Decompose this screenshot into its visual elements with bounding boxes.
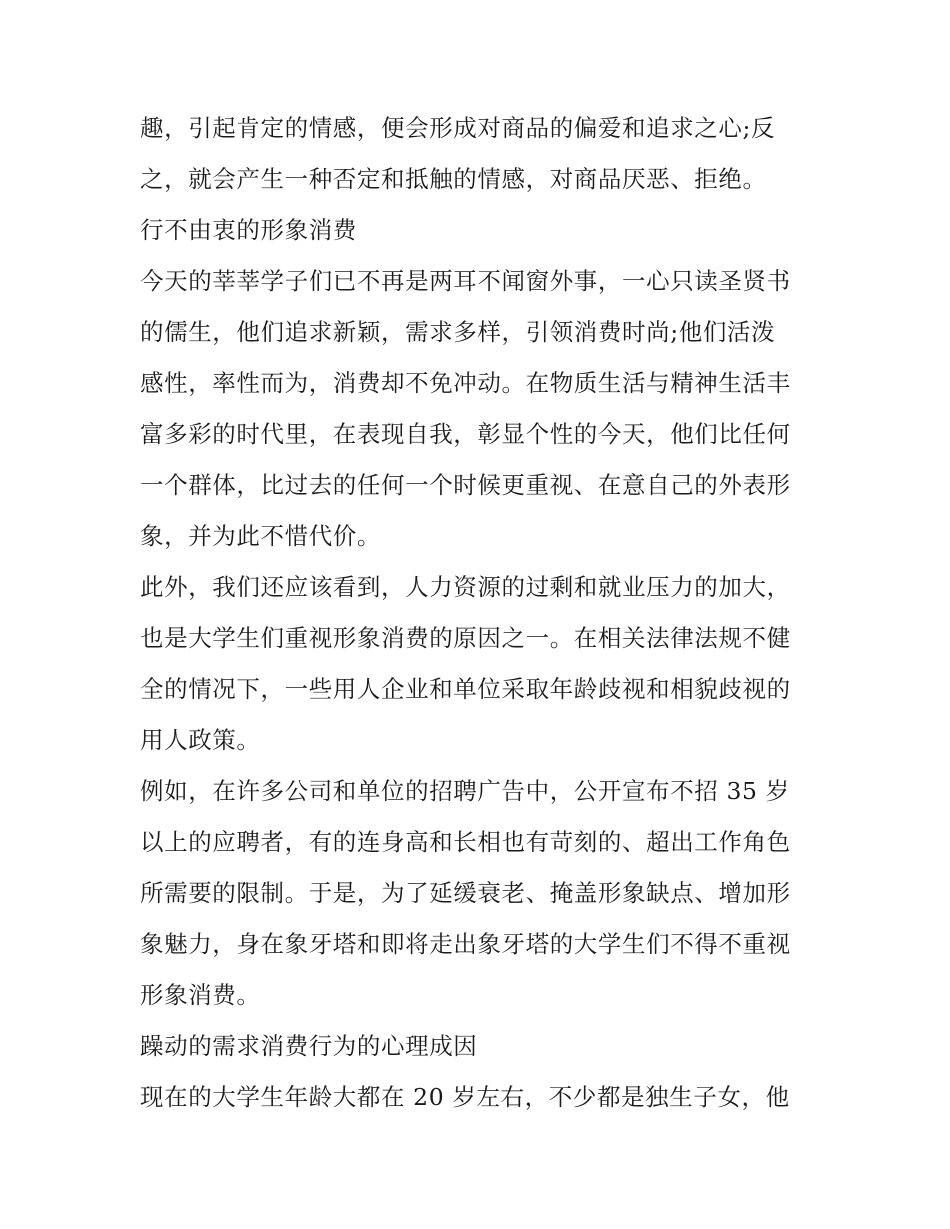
text-line: 的儒生，他们追求新颖，需求多样，引领消费时尚;他们活泼 [140,318,776,346]
text-line: 富多彩的时代里，在表现自我，彰显个性的今天，他们比任何 [140,420,791,448]
text-line: 现在的大学生年龄大都在 20 岁左右，不少都是独生子女，他 [140,1083,790,1111]
text-line: 形象消费。 [140,981,261,1009]
text-line: 今天的莘莘学子们已不再是两耳不闻窗外事，一心只读圣贤书 [140,267,791,295]
text-line: 趣，引起肯定的情感，便会形成对商品的偏爱和追求之心;反 [140,114,776,142]
text-line: 也是大学生们重视形象消费的原因之一。在相关法律法规不健 [140,624,791,652]
text-line: 全的情况下，一些用人企业和单位采取年龄歧视和相貌歧视的 [140,675,791,703]
text-line: 象，并为此不惜代价。 [140,522,381,550]
section-heading: 行不由衷的形象消费 [140,216,357,244]
text-line: 以上的应聘者，有的连身高和长相也有苛刻的、超出工作角色 [140,828,791,856]
text-line: 感性，率性而为，消费却不免冲动。在物质生活与精神生活丰 [140,369,791,397]
section-heading: 躁动的需求消费行为的心理成因 [140,1032,478,1060]
text-line: 用人政策。 [140,726,261,754]
text-line: 例如，在许多公司和单位的招聘广告中，公开宣布不招 35 岁 [140,777,790,805]
text-line: 此外，我们还应该看到，人力资源的过剩和就业压力的加大， [140,573,791,601]
text-line: 之，就会产生一种否定和抵触的情感，对商品厌恶、拒绝。 [140,165,767,193]
text-line: 所需要的限制。于是，为了延缓衰老、掩盖形象缺点、增加形 [140,879,791,907]
text-line: 象魅力，身在象牙塔和即将走出象牙塔的大学生们不得不重视 [140,930,791,958]
text-line: 一个群体，比过去的任何一个时候更重视、在意自己的外表形 [140,471,791,499]
